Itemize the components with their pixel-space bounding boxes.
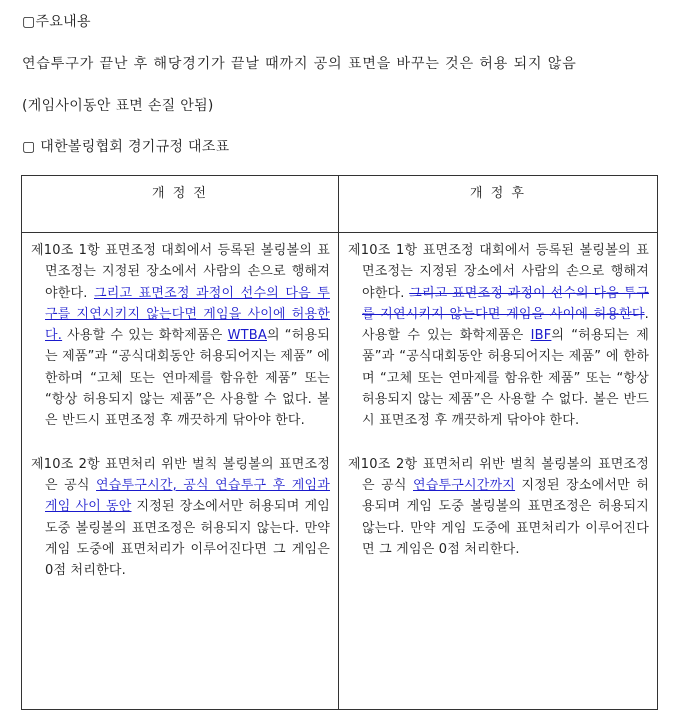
article-text: 제10조 2항 표면처리 위반 벌칙 볼링볼의 표면조정은 공식 xyxy=(348,456,649,493)
section-heading-table: ▢ 대한볼링협회 경기규정 대조표 xyxy=(22,139,230,155)
summary-note: (게임사이동안 표면 손질 안됨) xyxy=(22,98,214,114)
article-10-2-before xyxy=(31,454,330,582)
article-10-1-before xyxy=(31,240,330,432)
article-text: . 사용할 수 있는 화학제품은 xyxy=(362,306,649,344)
article-10-1-after xyxy=(348,240,649,432)
before-cell xyxy=(22,233,339,710)
article-text: 제10조 2항 표면처리 위반 벌칙 볼링볼의 표면조정은 공식 xyxy=(31,456,330,493)
article-text: 사용할 수 있는 화학제품은 xyxy=(62,328,228,344)
deleted-text-strikethrough: 그리고 표면조정 과정이 선수의 다음 투구를 지연시키지 않는다면 게임을 사이에 허용한다 xyxy=(362,285,649,322)
article-text: 지정된 장소에서만 허용되며 게임 도중 볼링볼의 표면조정은 허용되지 않는다. 만약 게임 도중에 표면처리가 이루어진다면 그 게임은 0점 처리한다. xyxy=(362,477,649,557)
section-heading-main: ▢주요내용 xyxy=(22,14,91,30)
changed-text-underlined: 그리고 표면조정 과정이 선수의 다음 투구를 지연시키지 않는다면 게임을 사이에 허용한다. xyxy=(45,285,330,344)
changed-text-underlined: 연습투구시간까지 xyxy=(413,477,516,493)
article-text: 의 “허용되는 제품”과 “공식대회동안 허용되어지는 제품” 에 한하며 “고체 또는 연마제를 함유한 제품” 또는 “항상 허용되지 않는 제품”은 사용할 수 없다. 볼은 반드시 표면조정 후 깨끗하게 닦아야 한다. xyxy=(362,328,649,429)
summary-line: 연습투구가 끝난 후 해당경기가 끝날 때까지 공의 표면을 바꾸는 것은 허용 되지 않음 xyxy=(22,56,577,72)
changed-text-underlined: WTBA xyxy=(227,328,267,344)
after-cell xyxy=(339,233,658,710)
changed-text-underlined: IBF xyxy=(530,328,552,344)
column-header-after: 개 정 후 xyxy=(339,176,658,233)
article-text: 지정된 장소에서만 허용되며 게임 도중 볼링볼의 표면조정은 허용되지 않는다. 만약 게임 도중에 표면처리가 이루어진다면 그 게임은 0점 처리한다. xyxy=(45,499,330,579)
article-10-2-after xyxy=(348,454,649,560)
comparison-table xyxy=(21,175,658,710)
article-text: 제10조 1항 표면조정 대회에서 등록된 볼링볼의 표면조정는 지정된 장소에서 사람의 손으로 행해져야한다. xyxy=(31,243,330,301)
column-header-before: 개 정 전 xyxy=(22,176,339,233)
article-text: 제10조 1항 표면조정 대회에서 등록된 볼링볼의 표면조정는 지정된 장소에서 사람의 손으로 행해져야한다. xyxy=(348,243,649,301)
article-text: 의 “허용되는 제품”과 “공식대회동안 허용되어지는 제품” 에 한하며 “고체 또는 연마제를 함유한 제품” 또는 “항상 허용되지 않는 제품”은 사용할 수 없다. 볼은 반드시 표면조정 후 깨끗하게 닦아야 한다. xyxy=(45,328,330,429)
changed-text-underlined: 연습투구시간, 공식 연습투구 후 게임과 게임 사이 동안 xyxy=(45,477,330,515)
